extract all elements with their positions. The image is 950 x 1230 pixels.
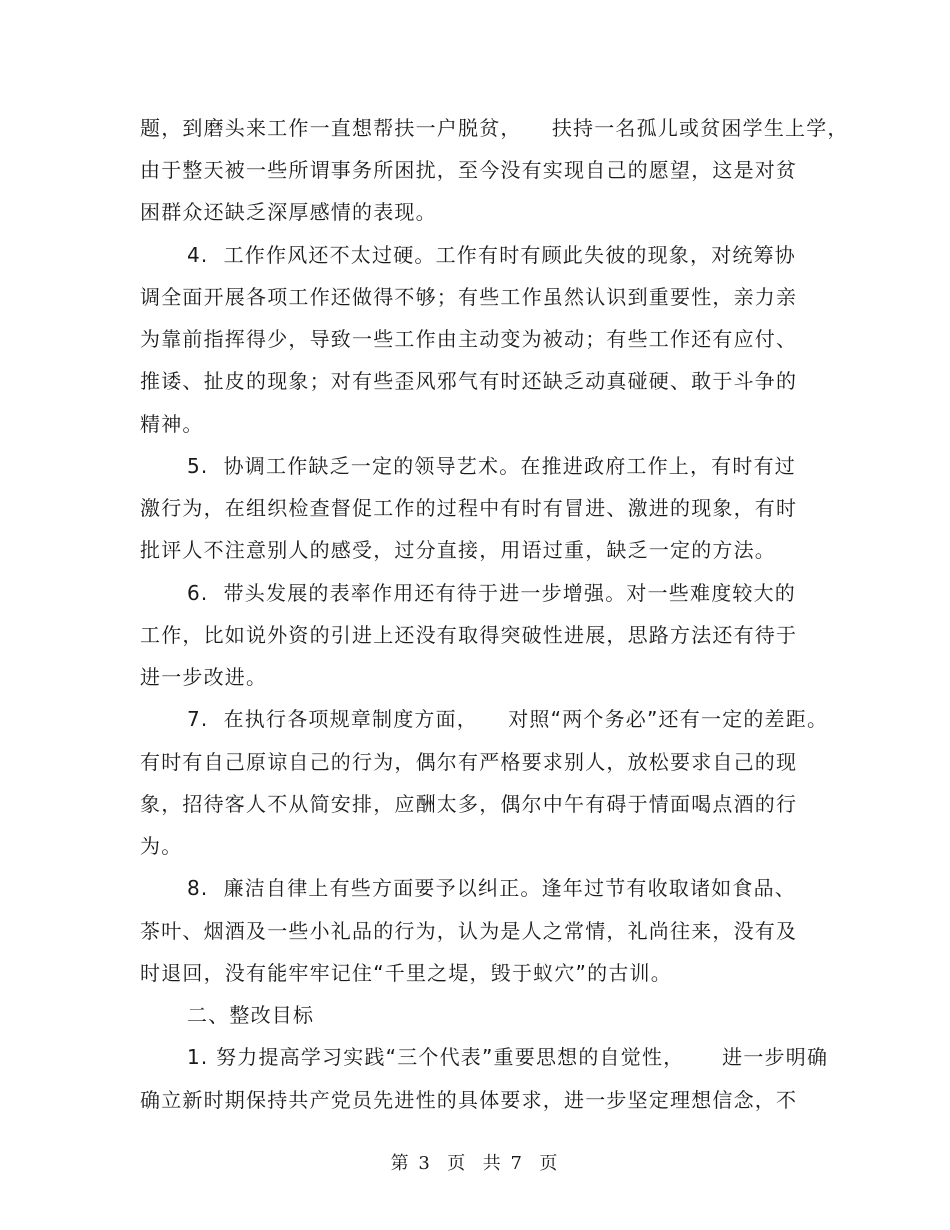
text-line: 茶叶、烟酒及一些小礼品的行为，认为是人之常情，礼尚往来，没有及 [140,919,798,943]
text-line: 7. 在执行各项规章制度方面， 对照“两个务必”还有一定的差距。 [187,707,829,731]
text-line: 4. 工作作风还不太过硬。工作有时有顾此失彼的现象，对统筹协 [187,243,796,267]
text-line: 推诿、扯皮的现象；对有些歪风邪气有时还缺乏动真碰硬、敢于斗争的 [140,369,798,393]
text-line: 6. 带头发展的表率作用还有待于进一步增强。对一些难度较大的 [187,581,796,605]
text-line: 5. 协调工作缺乏一定的领导艺术。在推进政府工作上，有时有过 [187,454,796,478]
text-line: 批评人不注意别人的感受，过分直接，用语过重，缺乏一定的方法。 [140,538,776,562]
page-number-footer: 第 3 页 共 7 页 [390,1153,560,1174]
text-line: 有时有自己原谅自己的行为，偶尔有严格要求别人，放松要求自己的现 [140,750,798,774]
text-line: 为靠前指挥得少，导致一些工作由主动变为被动；有些工作还有应付、 [140,327,798,351]
text-line: 时退回，没有能牢牢记住“千里之堤，毁于蚁穴”的古训。 [140,961,672,985]
text-line: 8. 廉洁自律上有些方面要予以纠正。逢年过节有收取诸如食品、 [187,876,796,900]
text-line: 题，到磨头来工作一直想帮扶一户脱贫， 扶持一名孤儿或贫困学生上学， [140,116,849,140]
section-heading: 二、整改目标 [187,1003,315,1027]
text-line: 确立新时期保持共产党员先进性的具体要求，进一步坚定理想信念，不 [140,1088,798,1112]
text-line: 由于整天被一些所谓事务所困扰，至今没有实现自己的愿望，这是对贫 [140,158,798,182]
text-line: 象，招待客人不从简安排，应酬太多，偶尔中午有碍于情面喝点酒的行 [140,792,798,816]
text-line: 精神。 [140,412,204,436]
text-line: 1. 努力提高学习实践“三个代表”重要思想的自觉性， 进一步明确 [187,1045,829,1069]
text-line: 工作，比如说外资的引进上还没有取得突破性进展，思路方法还有待于 [140,623,798,647]
text-line: 进一步改进。 [140,665,268,689]
text-line: 调全面开展各项工作还做得不够；有些工作虽然认识到重要性，亲力亲 [140,285,798,309]
text-line: 困群众还缺乏深厚感情的表现。 [140,200,437,224]
text-line: 为。 [140,834,183,858]
text-line: 激行为，在组织检查督促工作的过程中有时有冒进、激进的现象，有时 [140,496,798,520]
